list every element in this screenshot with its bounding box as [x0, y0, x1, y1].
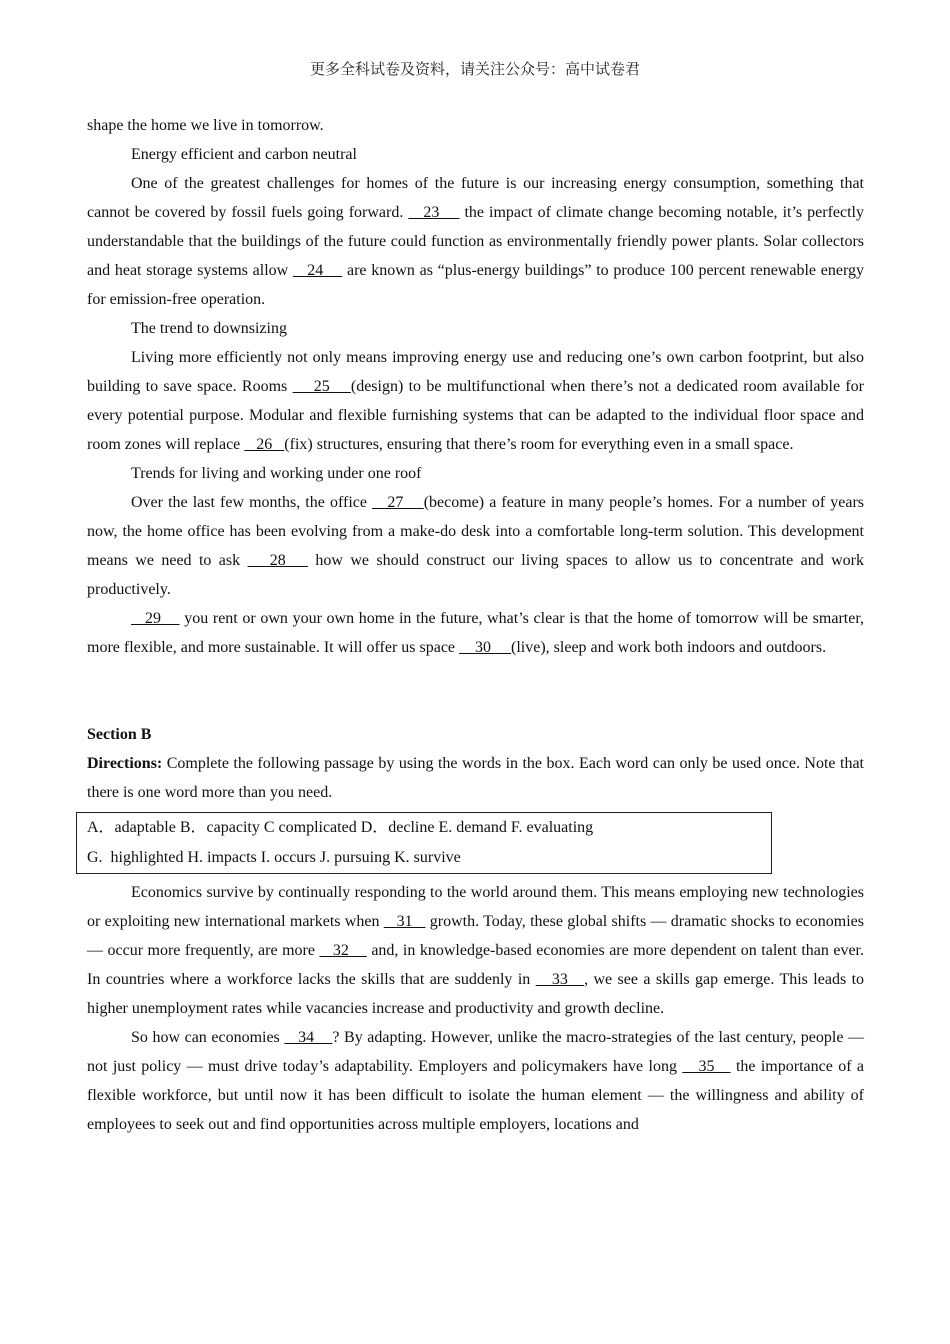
word-option: F. evaluating	[510, 819, 594, 836]
answer-blank: 25	[292, 378, 351, 395]
answer-blank: 29	[131, 610, 180, 627]
answer-blank: 24	[292, 262, 343, 279]
paragraph-text: (live), sleep and work both indoors and outdoors.	[511, 639, 827, 656]
answer-blank: 34	[284, 1029, 333, 1046]
paragraph-text: Energy efficient and carbon neutral	[131, 146, 357, 163]
paragraph-text: The trend to downsizing	[131, 320, 287, 337]
paragraph	[87, 878, 864, 1023]
paragraph-text: you rent or own your own home in the future, what’s clear is that the home of tomorrow will be smarter, more flexible, and more sustainable. It will offer us space	[87, 610, 865, 656]
paragraph-text: how we should construct our living spaces to allow us to concentrate and work productively.	[87, 552, 864, 598]
answer-blank: 31	[383, 913, 426, 930]
paragraph-text: are known as “plus-energy buildings” to produce 100 percent renewable energy for emission-free operation.	[87, 262, 865, 308]
paragraph	[87, 314, 864, 343]
answer-blank: 23	[408, 204, 460, 221]
answer-blank: 32	[319, 942, 367, 959]
answer-blank: 27	[372, 494, 424, 511]
paragraph-text: One of the greatest challenges for homes of the future is our increasing energy consumption, something that cannot be covered by fossil fuels going forward.	[87, 175, 864, 221]
paragraph-text: the impact of climate change becoming notable, it’s perfectly understandable that the buildings of the future could function as environmentally friendly power plants. Solar collectors and heat storage systems allow	[87, 204, 865, 279]
answer-blank: 33	[535, 971, 585, 988]
word-option: J. pursuing	[319, 849, 391, 866]
word-box	[76, 812, 772, 874]
paragraph	[87, 343, 864, 459]
word-option: E. demand	[438, 819, 507, 836]
page-header: 更多全科试卷及资料，请关注公众号：高中试卷君	[309, 60, 640, 78]
word-option: K. survive	[394, 849, 461, 866]
word-box-row	[87, 813, 771, 843]
paragraph	[87, 140, 864, 169]
paragraph	[87, 459, 864, 488]
directions-label: Directions:	[87, 755, 163, 772]
word-option: H. impacts	[187, 849, 257, 866]
directions	[87, 749, 864, 807]
passage-part-b	[87, 878, 864, 1139]
word-option: G. highlighted	[87, 849, 184, 866]
word-option: I. occurs	[260, 849, 316, 866]
passage-part-a	[87, 111, 864, 662]
paragraph-text: ? By adapting. However, unlike the macro-strategies of the last century, people — not just policy — must drive today’s adaptability. Employers and policymakers have long	[87, 1029, 865, 1075]
paragraph-text: (design) to be multifunctional when there’s not a dedicated room available for every potential purpose. Modular and flexible furnishing systems that can be adapted to the individual floor space and room zones will replace	[87, 378, 865, 453]
word-option: A．adaptable	[87, 819, 176, 836]
word-box-row	[87, 843, 771, 873]
paragraph-text: and, in knowledge-based economies are more dependent on talent than ever. In countries where a workforce lacks the skills that are suddenly in	[87, 942, 864, 988]
paragraph-text: the importance of a flexible workforce, but until now it has been difficult to isolate the human element — the willingness and ability of employees to seek out and find opportunities across multiple employers, locations and	[87, 1058, 865, 1133]
document-body	[87, 111, 864, 1139]
paragraph-text: (fix) structures, ensuring that there’s room for everything even in a small space.	[284, 436, 794, 453]
paragraph-text: Living more efficiently not only means improving energy use and reducing one’s own carbon footprint, but also building to save space. Rooms	[87, 349, 864, 395]
paragraph	[87, 111, 864, 140]
paragraph	[87, 488, 864, 604]
paragraph-text: growth. Today, these global shifts — dramatic shocks to economies — occur more frequently, are more	[87, 913, 865, 959]
paragraph-text: Economics survive by continually responding to the world around them. This means employing new technologies or exploiting new international markets when	[87, 884, 864, 930]
paragraph	[87, 169, 864, 314]
paragraph-text: Trends for living and working under one roof	[131, 465, 422, 482]
paragraph	[87, 604, 864, 662]
answer-blank: 28	[247, 552, 308, 569]
word-option: B．capacity	[179, 819, 260, 836]
word-option: C complicated	[263, 819, 357, 836]
paragraph-text: (become) a feature in many people’s homes. For a number of years now, the home office has been evolving from a make-do desk into a comfortable long-term solution. This development means we need to ask	[87, 494, 864, 569]
paragraph-text: So how can economies	[131, 1029, 285, 1046]
answer-blank: 26	[244, 436, 285, 453]
paragraph-text: Over the last few months, the office	[131, 494, 373, 511]
answer-blank: 30	[459, 639, 512, 656]
section-title: Section B	[87, 726, 152, 743]
word-option: D．decline	[360, 819, 435, 836]
answer-blank: 35	[682, 1058, 731, 1075]
directions-text: Complete the following passage by using the words in the box. Each word can only be used once. Note that there is one word more than you need.	[87, 755, 864, 801]
paragraph-text: shape the home we live in tomorrow.	[87, 117, 324, 134]
paragraph-text: , we see a skills gap emerge. This leads to higher unemployment rates while vacancies increase and productivity and growth decline.	[87, 971, 865, 1017]
paragraph	[87, 1023, 864, 1139]
